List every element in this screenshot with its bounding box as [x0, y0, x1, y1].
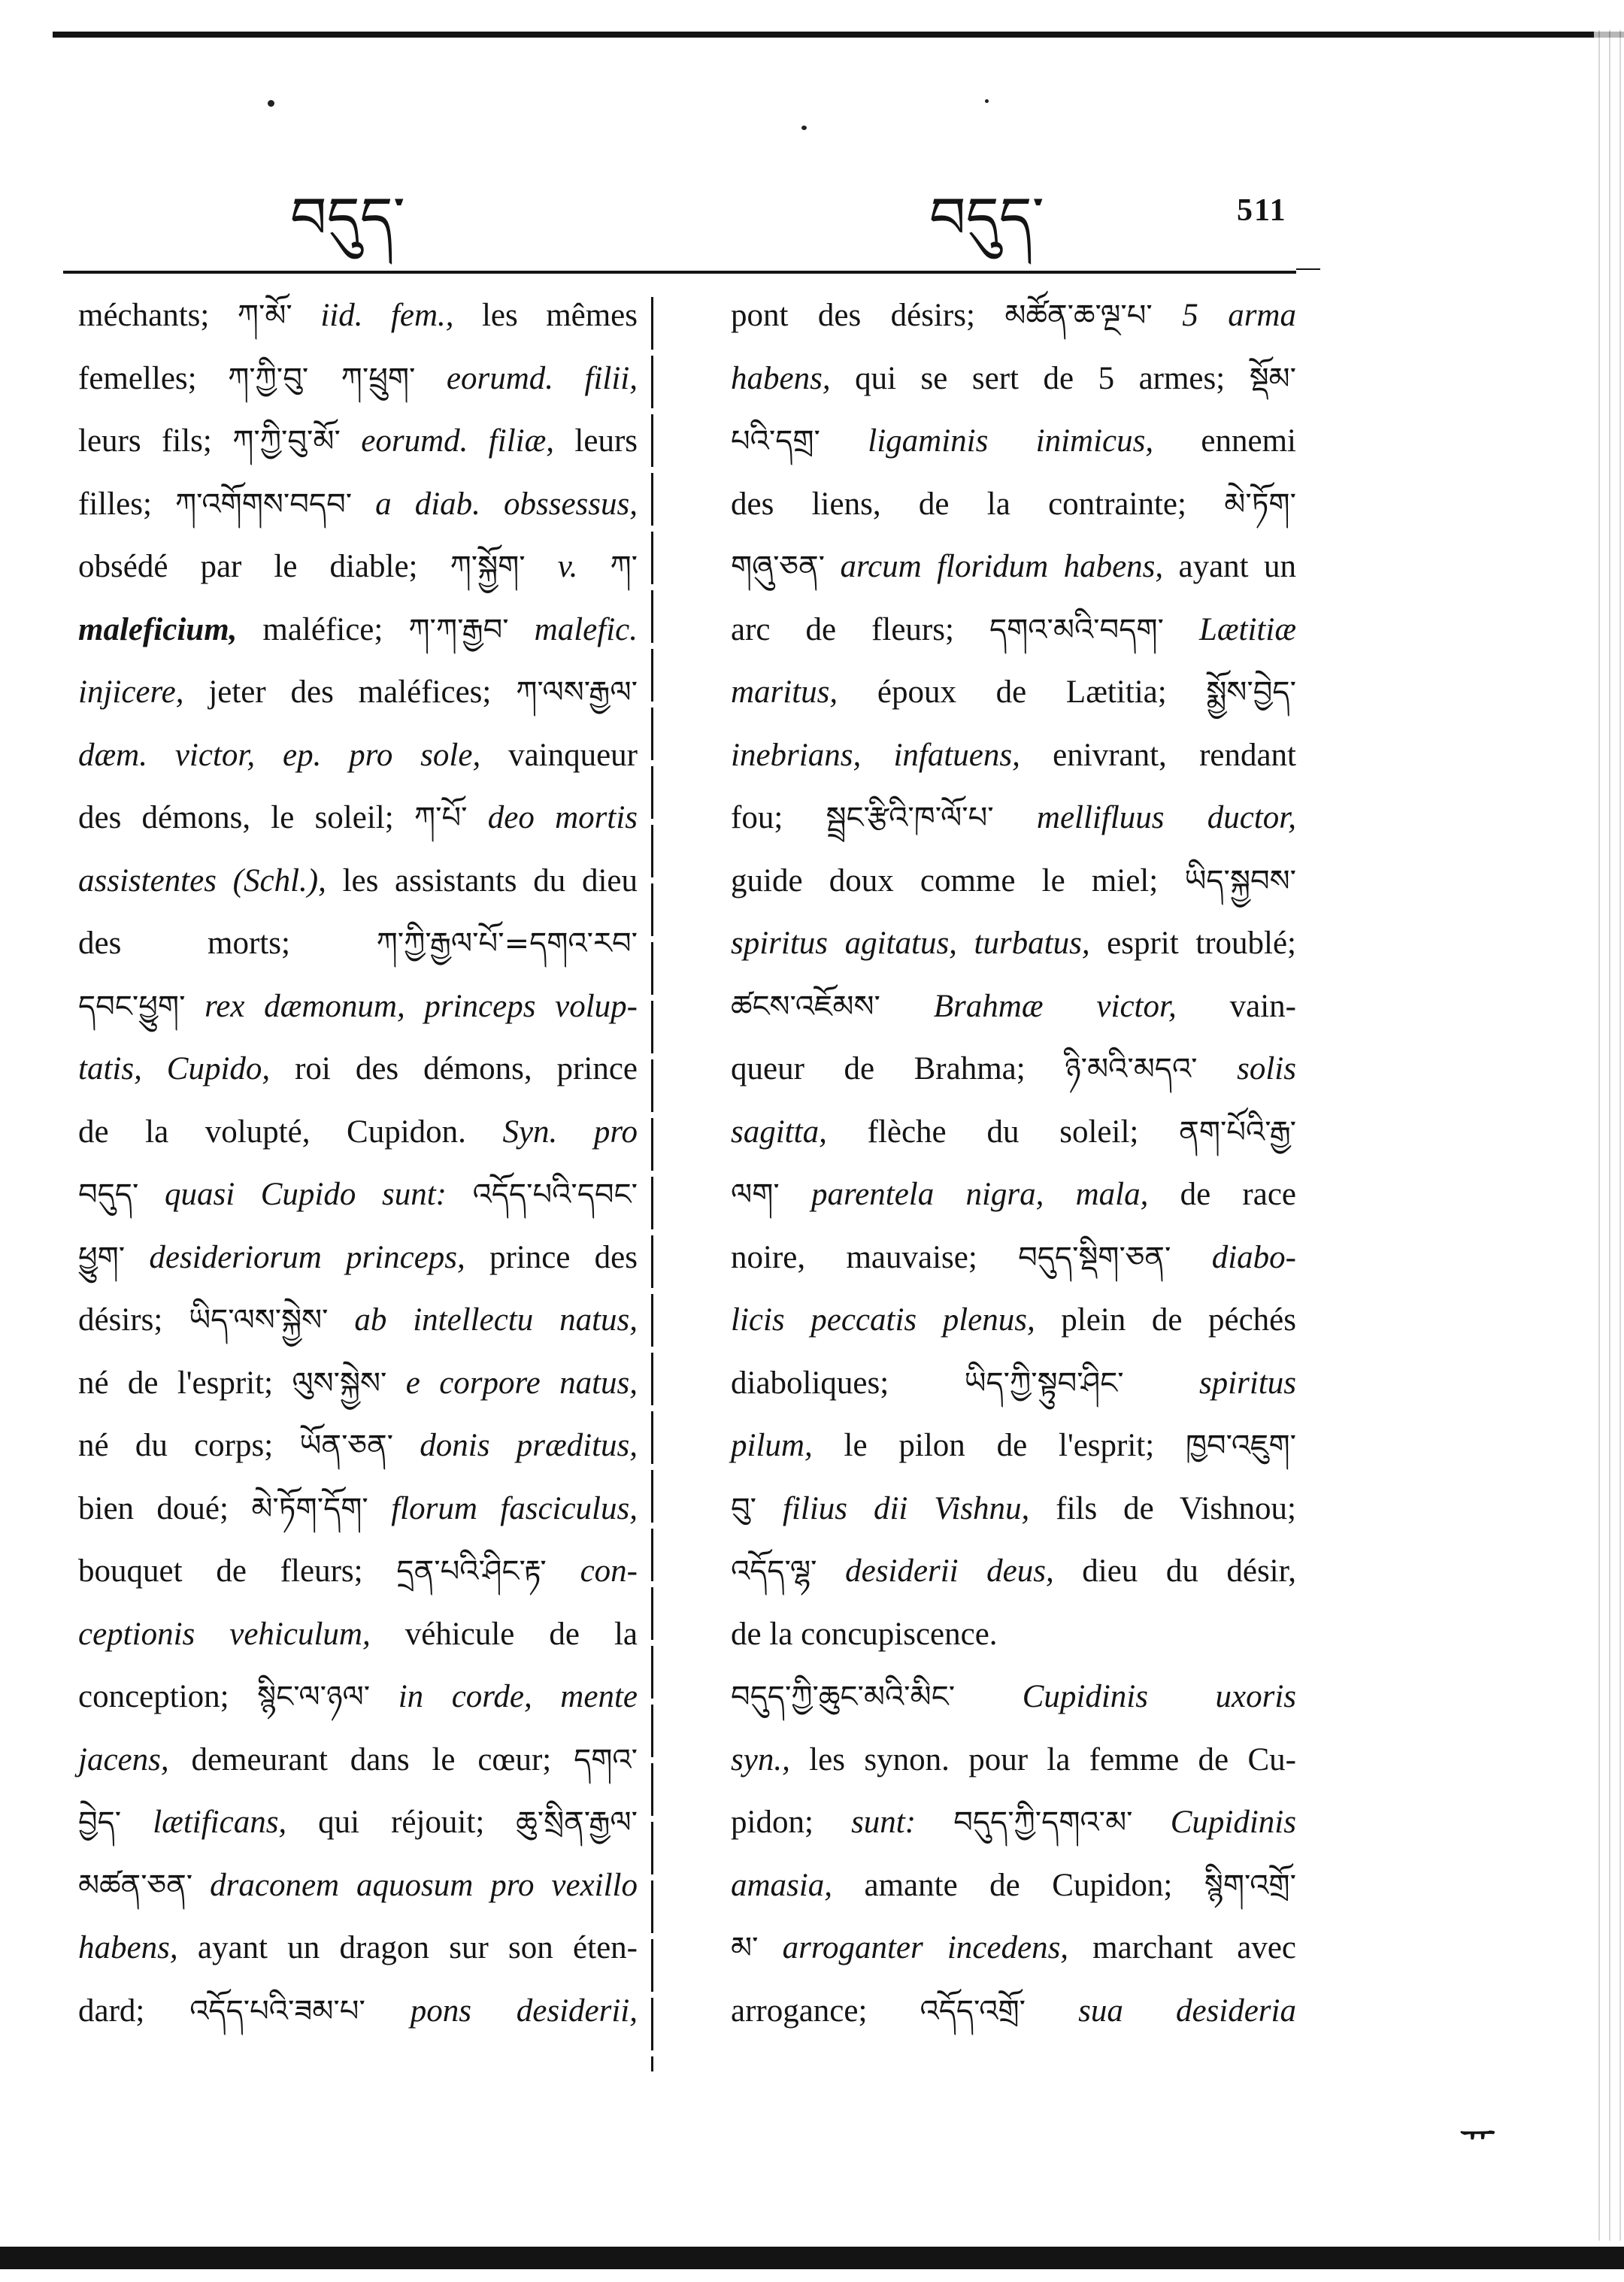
text-line: [731, 1540, 1296, 1603]
french-text: [1124, 1365, 1199, 1401]
text-line: [731, 1289, 1296, 1352]
tibetan-term: ཡོན་ཅན་: [299, 1429, 394, 1463]
running-head-center: བདུད་: [929, 184, 1044, 251]
french-text: leurs: [554, 423, 638, 459]
french-text: vain-: [1176, 988, 1296, 1024]
french-text: [125, 1240, 149, 1275]
french-text: ennemi: [1153, 423, 1296, 459]
latin-gloss: v.: [557, 549, 578, 584]
french-text: filles;: [78, 486, 175, 522]
tibetan-term: དྲན་པའི་ཤིང་རྟ་: [396, 1554, 547, 1589]
text-line: [731, 473, 1296, 536]
french-text: méchants;: [78, 298, 238, 333]
french-text: ayant un: [1163, 549, 1296, 584]
text-line: [78, 724, 638, 787]
french-text: [121, 1805, 153, 1840]
latin-gloss: 5 arma: [1182, 298, 1296, 333]
tibetan-term: སྨྱོས་བྱེད་: [1206, 675, 1296, 710]
french-text: [393, 1428, 420, 1463]
french-text: [341, 423, 361, 459]
tibetan-term: ཀ་ཀྱི་བུ་མོ་: [232, 424, 341, 459]
text-line: [78, 1038, 638, 1101]
page-number: 511: [1237, 193, 1287, 228]
running-head-left: བདུད་: [290, 184, 405, 251]
text-line: [731, 284, 1296, 347]
french-text: dieu du désir,: [1053, 1553, 1296, 1589]
right-column: [731, 284, 1296, 2042]
latin-gloss: diabo-: [1211, 1239, 1296, 1275]
text-line: [78, 1226, 638, 1289]
tibetan-term: ཀ་པོ་: [414, 801, 468, 835]
french-text: désirs;: [78, 1302, 189, 1338]
text-line: [731, 599, 1296, 662]
latin-gloss: arroganter incedens,: [782, 1930, 1069, 1965]
french-text: des liens, de la contrainte;: [731, 486, 1225, 522]
french-text: [1171, 1240, 1211, 1275]
french-text: fou;: [731, 800, 826, 835]
french-text: [1133, 1805, 1171, 1840]
latin-gloss: sagitta,: [731, 1114, 827, 1150]
latin-gloss: ligaminis inimicus,: [868, 423, 1154, 459]
latin-gloss: dæm. victor, ep. pro sole,: [78, 737, 481, 773]
latin-gloss: malefic.: [534, 611, 638, 647]
french-text: vainqueur: [480, 737, 638, 773]
latin-gloss: sunt:: [851, 1805, 917, 1840]
tibetan-term: བུ་: [731, 1491, 757, 1526]
french-text: [292, 298, 320, 333]
text-line: [731, 1917, 1296, 1980]
speck: [985, 99, 989, 103]
text-line: [731, 975, 1296, 1038]
latin-gloss: arcum floridum habens,: [840, 549, 1164, 584]
text-line: [731, 347, 1296, 411]
french-text: jeter des maléfices;: [183, 674, 517, 710]
french-text: bouquet de fleurs;: [78, 1553, 397, 1589]
french-text: [817, 1553, 846, 1589]
latin-gloss: pons desiderii,: [410, 1993, 638, 2029]
french-text: demeurant dans le cœur;: [168, 1741, 574, 1777]
french-text: diaboliques;: [731, 1365, 965, 1401]
text-line: [78, 1414, 638, 1477]
text-line: [78, 850, 638, 913]
tibetan-term: པའི་དགྲ་: [731, 424, 820, 459]
french-text: esprit troublé;: [1089, 926, 1297, 961]
text-line: [731, 1477, 1296, 1541]
text-line: [78, 661, 638, 724]
french-text: arrogance;: [731, 1993, 920, 2029]
french-text: [192, 1868, 210, 1903]
tibetan-term: འདོད་ལྷ་: [731, 1554, 817, 1589]
tibetan-term: མ་: [731, 1931, 759, 1965]
french-text: [386, 1365, 405, 1401]
french-text: [526, 549, 558, 584]
french-text: [825, 549, 840, 584]
latin-gloss: maleficium,: [78, 611, 238, 647]
french-text: des démons, le soleil;: [78, 800, 414, 835]
french-text: queur de Brahma;: [731, 1051, 1065, 1086]
text-line: [78, 1540, 638, 1603]
latin-gloss: deo mortis: [487, 800, 638, 835]
latin-gloss: ab intellectu natus,: [354, 1302, 638, 1338]
latin-gloss: Brahmæ victor,: [933, 988, 1177, 1024]
tibetan-term: ལུས་སྐྱེས་: [292, 1365, 387, 1401]
tibetan-term: ལག་: [731, 1177, 780, 1212]
text-line: [731, 786, 1296, 850]
text-line: [731, 410, 1296, 473]
text-line: [731, 1980, 1296, 2043]
text-line: [78, 1980, 638, 2043]
french-text: dard;: [78, 1993, 190, 2029]
french-text: [415, 361, 446, 396]
french-text: maléfice;: [237, 611, 409, 647]
latin-gloss: pilum,: [731, 1428, 813, 1463]
french-text: [447, 1177, 473, 1212]
text-line: [78, 1729, 638, 1792]
text-line: [731, 1603, 1296, 1666]
french-text: les mêmes: [453, 298, 638, 333]
tibetan-term: མེ་ཏོག་: [1224, 486, 1296, 522]
latin-gloss: spiritus agitatus, turbatus,: [731, 926, 1090, 961]
header-rule-end: [1296, 268, 1320, 270]
latin-gloss: habens,: [78, 1930, 178, 1965]
latin-gloss: florum fasciculus,: [391, 1490, 638, 1526]
french-text: pont des désirs;: [731, 298, 1005, 333]
french-text: roi des démons, prince: [270, 1051, 638, 1086]
latin-gloss: iid. fem.,: [320, 298, 454, 333]
tibetan-term: མཚན་ཅན་: [78, 1868, 193, 1903]
tibetan-term: དགའ་མའི་བདག་: [989, 612, 1164, 647]
text-line: [731, 1665, 1296, 1729]
latin-gloss: Syn. pro: [502, 1114, 638, 1150]
french-text: les synon. pour la femme de Cu-: [789, 1741, 1296, 1777]
latin-gloss: draconem aquosum pro vexillo: [210, 1867, 638, 1903]
french-text: [758, 1930, 782, 1965]
french-text: de la volupté, Cupidon.: [78, 1114, 503, 1150]
latin-gloss: quasi Cupido sunt:: [164, 1177, 447, 1212]
text-line: [78, 1163, 638, 1226]
text-line: [78, 1477, 638, 1541]
tibetan-term: འདོད་པའི་དབང་: [472, 1177, 638, 1212]
tibetan-term: ཁྱབ་འཇུག་: [1186, 1429, 1296, 1463]
latin-gloss: assistentes (Schl.),: [78, 862, 326, 899]
french-text: [547, 1553, 580, 1589]
french-text: conception;: [78, 1679, 258, 1714]
text-line: [731, 661, 1296, 724]
text-line: [731, 1352, 1296, 1415]
latin-gloss: habens,: [731, 360, 831, 396]
french-text: [880, 989, 934, 1024]
latin-gloss: in corde, mente: [398, 1679, 638, 1714]
french-text: [352, 486, 375, 522]
text-line: [78, 410, 638, 473]
tibetan-term: བདུད་: [78, 1177, 139, 1212]
tibetan-term: མེ་ཏོག་དོག་: [251, 1491, 368, 1526]
tibetan-term: སྙིག་འགྲོ་: [1204, 1868, 1296, 1903]
tibetan-term: ཀ་འགོགས་བདབ་: [174, 486, 353, 522]
french-text: amante de Cupidon;: [832, 1867, 1204, 1903]
text-line: [731, 1791, 1296, 1854]
text-line: [731, 1038, 1296, 1101]
tibetan-term: ཀ་ཀྱི་རྒྱལ་པོ་=དགའ་རབ་: [376, 926, 638, 961]
text-line: [731, 1729, 1296, 1792]
latin-gloss: syn.,: [731, 1741, 790, 1777]
french-text: qui se sert de 5 armes;: [830, 360, 1250, 396]
french-text: [955, 1679, 1023, 1714]
tibetan-term: ཀ་མོ་: [237, 299, 292, 333]
text-line: [731, 850, 1296, 913]
text-line: [78, 786, 638, 850]
tibetan-term: སྙིང་ལ་ཉལ་: [257, 1680, 371, 1714]
latin-gloss: spiritus: [1198, 1365, 1296, 1401]
french-text: [756, 1491, 783, 1526]
latin-gloss: maritus,: [731, 674, 838, 710]
french-text: [780, 1177, 811, 1212]
text-line: [78, 1289, 638, 1352]
text-line: [78, 599, 638, 662]
latin-gloss: donis præditus,: [420, 1428, 638, 1463]
french-text: pidon;: [731, 1805, 852, 1840]
french-text: [368, 1491, 391, 1526]
text-line: [78, 347, 638, 411]
text-line: [731, 724, 1296, 787]
tibetan-term: གཞུ་ཅན་: [731, 550, 826, 584]
french-text: [138, 1177, 165, 1212]
tibetan-term: ཀ་ལས་རྒྱལ་: [516, 675, 638, 710]
latin-gloss: tatis, Cupido,: [78, 1051, 271, 1086]
text-line: [78, 1665, 638, 1729]
french-text: [370, 1679, 398, 1714]
text-line: [78, 535, 638, 599]
tibetan-term: ཀ་ཀ་རྒྱབ་: [408, 612, 509, 647]
latin-gloss: a diab. obssessus,: [375, 486, 638, 522]
tibetan-term: ཀ་: [610, 550, 638, 584]
latin-gloss: licis peccatis plenus,: [731, 1302, 1035, 1338]
french-text: prince des: [465, 1239, 638, 1275]
latin-gloss: eorumd. filiæ,: [361, 423, 555, 459]
latin-gloss: sua desideria: [1078, 1993, 1296, 2029]
french-text: enivrant, rendant: [1020, 737, 1297, 773]
text-line: [731, 1163, 1296, 1226]
french-text: arc de fleurs;: [731, 611, 989, 647]
text-line: [78, 912, 638, 975]
tibetan-term: ཚངས་འཇོམས་: [731, 989, 880, 1024]
latin-gloss: Lætitiæ: [1198, 611, 1297, 647]
french-text: le pilon de l'esprit;: [812, 1428, 1186, 1463]
french-text: [365, 1993, 411, 2029]
french-text: noire, mauvaise;: [731, 1239, 1019, 1275]
tibetan-term: ཕྱུག་: [78, 1240, 126, 1275]
bottom-border-rule: [0, 2247, 1624, 2269]
tibetan-term: བྱེད་: [78, 1805, 122, 1840]
tibetan-term: མཚོན་ཆ་ལྔ་པ་: [1004, 299, 1153, 333]
french-text: ayant un dragon sur son éten-: [177, 1930, 638, 1965]
latin-gloss: jacens,: [78, 1741, 169, 1777]
latin-gloss: amasia,: [731, 1867, 832, 1903]
tibetan-term: བདུད་ཀྱི་དགའ་མ་: [953, 1805, 1133, 1840]
latin-gloss: Cupidinis: [1170, 1805, 1296, 1840]
latin-gloss: Cupidinis uxoris: [1022, 1679, 1296, 1714]
french-text: véhicule de la: [370, 1616, 638, 1652]
french-text: époux de Lætitia;: [838, 674, 1207, 710]
latin-gloss: rex dæmonum, princeps volup-: [205, 988, 638, 1024]
tibetan-term: བདུད་སྡིག་ཅན་: [1018, 1240, 1171, 1275]
french-text: [1198, 1051, 1238, 1086]
latin-gloss: lætificans,: [153, 1805, 287, 1840]
latin-gloss: filius dii Vishnu,: [783, 1490, 1030, 1526]
french-text: [994, 800, 1037, 835]
french-text: fils de Vishnou;: [1029, 1490, 1297, 1526]
latin-gloss: ceptionis vehiculum,: [78, 1616, 371, 1652]
french-text: né de l'esprit;: [78, 1365, 292, 1401]
tibetan-term: ཆུ་སྲིན་རྒྱལ་: [516, 1805, 638, 1840]
french-text: [577, 549, 610, 584]
french-text: [509, 612, 535, 647]
text-line: [731, 1101, 1296, 1164]
french-text: [185, 989, 205, 1024]
tibetan-term: ནག་པོའི་རྒྱ་: [1179, 1114, 1296, 1150]
french-text: [468, 800, 488, 835]
french-text: qui réjouit;: [286, 1805, 517, 1840]
text-line: [78, 1101, 638, 1164]
text-line: [78, 284, 638, 347]
text-line: [78, 1854, 638, 1917]
tibetan-term: སྡོམ་: [1249, 361, 1296, 396]
french-text: [820, 423, 868, 459]
tibetan-term: འདོད་པའི་ཟམ་པ་: [189, 1993, 365, 2029]
french-text: guide doux comme le miel;: [731, 862, 1185, 899]
tibetan-term: སྦྲང་རྩིའི་ཁ་ལོ་པ་: [826, 801, 994, 835]
text-line: [78, 1917, 638, 1980]
latin-gloss: inebrians, infatuens,: [731, 737, 1020, 773]
text-line: [78, 1352, 638, 1415]
french-text: obsédé par le diable;: [78, 549, 450, 584]
text-line: [78, 473, 638, 536]
french-text: [1164, 612, 1199, 647]
french-text: [329, 1302, 355, 1338]
latin-gloss: injicere,: [78, 674, 184, 710]
latin-gloss: mellifluus ductor,: [1036, 800, 1296, 835]
top-border-rule: [53, 32, 1624, 38]
tibetan-term: ཡིད་ལས་སྐྱེས་: [189, 1303, 329, 1338]
french-text: [1153, 298, 1182, 333]
tibetan-term: ཀ་སྐྱོག་: [450, 550, 526, 584]
french-text: né du corps;: [78, 1428, 300, 1463]
tibetan-term: བདུད་ཀྱི་ཆུང་མའི་མིང་: [731, 1680, 956, 1714]
french-text: marchant avec: [1068, 1930, 1297, 1965]
tibetan-term: འདོད་འགྲོ་: [920, 1993, 1026, 2029]
latin-gloss: eorumd. filii,: [446, 360, 638, 396]
speck: [801, 126, 807, 130]
latin-gloss: e corpore natus,: [405, 1365, 638, 1401]
french-text: leurs fils;: [78, 423, 233, 459]
tibetan-term: ཀ་ཀྱི་བུ་ ཀ་ཕྲུག་: [228, 361, 416, 396]
text-line: [731, 535, 1296, 599]
text-line: [78, 1791, 638, 1854]
french-text: [1026, 1993, 1078, 2029]
text-line: [78, 1603, 638, 1666]
latin-gloss: desideriorum princeps,: [149, 1239, 465, 1275]
tibetan-term: ཉི་མའི་མདའ་: [1065, 1052, 1198, 1086]
text-line: [78, 975, 638, 1038]
page-edge-shading: [1594, 30, 1624, 2241]
tibetan-term: ཡིད་སྐྱབས་: [1184, 863, 1296, 899]
text-line: [731, 1414, 1296, 1477]
tibetan-term: དགའ་: [574, 1742, 638, 1777]
french-text: de la concupiscence.: [731, 1616, 998, 1652]
speck: [268, 100, 274, 107]
french-text: bien doué;: [78, 1490, 252, 1526]
french-text: [916, 1805, 953, 1840]
latin-gloss: parentela nigra, mala,: [811, 1177, 1149, 1212]
french-text: les assistants du dieu: [326, 862, 638, 899]
french-text: flèche du soleil;: [826, 1114, 1180, 1150]
french-text: de race: [1148, 1177, 1297, 1212]
column-divider: [651, 297, 653, 2071]
latin-gloss: solis: [1237, 1051, 1296, 1086]
left-column: [78, 284, 638, 2042]
text-line: [731, 912, 1296, 975]
tibetan-term: དབང་ཕྱུག་: [78, 989, 186, 1024]
latin-gloss: desiderii deus,: [845, 1553, 1054, 1589]
tibetan-term: ཡིད་ཀྱི་སྟུབ་ཤིང་: [964, 1365, 1124, 1401]
french-text: femelles;: [78, 360, 229, 396]
header-rule: [63, 271, 1296, 274]
latin-gloss: con-: [580, 1553, 638, 1589]
text-line: [731, 1226, 1296, 1289]
french-text: plein de péchés: [1035, 1302, 1296, 1338]
french-text: des morts;: [78, 926, 377, 961]
text-line: [731, 1854, 1296, 1917]
footer-mark: ᅲ: [1460, 2115, 1495, 2155]
